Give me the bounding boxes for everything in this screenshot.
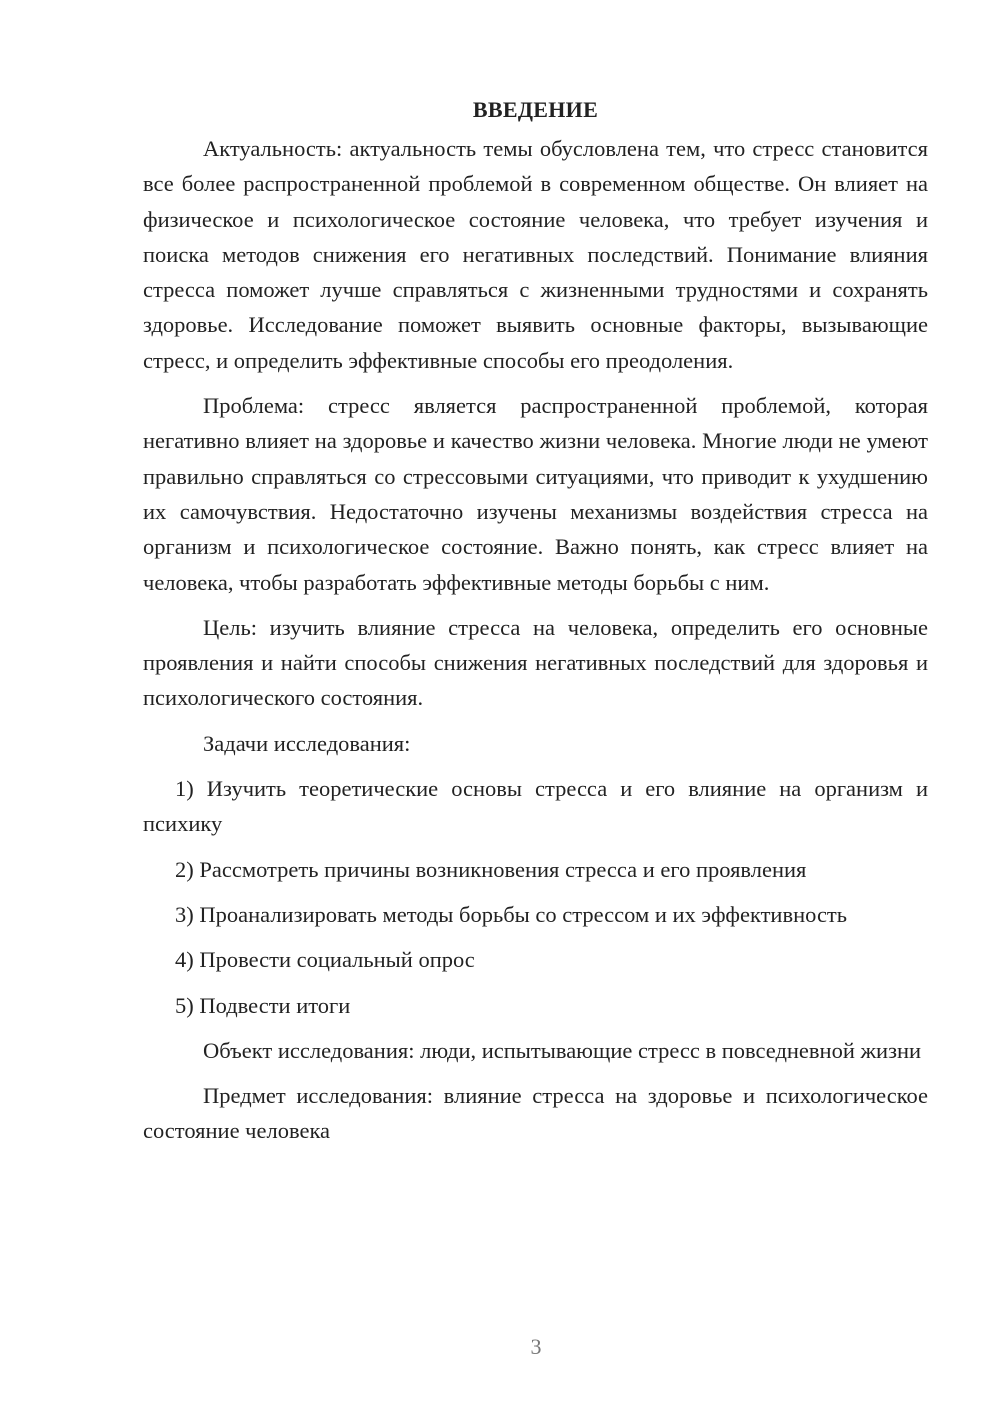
page-number: 3 (530, 1334, 542, 1359)
relevance-paragraph: Актуальность: актуальность темы обусловлена тем, что стресс становится все более распространенной проблемой в современном обществе. Он влияет на физическое и психологическое состояние человека, что требует изучения и поиска методов снижения его негативных последствий. Понимание влияния стресса поможет лучше справляться с жизненными трудностями и сохранять здоровье. Исследование поможет выявить основные факторы, вызывающие стресс, и определить эффективные способы его преодоления. (143, 136, 928, 373)
task-item: 2) Рассмотреть причины возникновения стресса и его проявления (175, 856, 807, 882)
tasks-title: Задачи исследования: (203, 730, 411, 756)
task-item: 1) Изучить теоретические основы стресса и его влияние на организм и психику (143, 776, 928, 837)
task-item: 4) Провести социальный опрос (175, 947, 475, 973)
task-item: 3) Проанализировать методы борьбы со стрессом и их эффективность (175, 901, 848, 927)
object-paragraph: Объект исследования: люди, испытывающие стресс в повседневной жизни (203, 1037, 922, 1063)
section-heading: ВВЕДЕНИЕ (472, 97, 599, 122)
subject-paragraph: Предмет исследования: влияние стресса на здоровье и психологическое состояние человека (143, 1083, 928, 1144)
page-content (143, 95, 928, 1159)
goal-paragraph: Цель: изучить влияние стресса на человека, определить его основные проявления и найти способы снижения негативных последствий для здоровья и психологического состояния. (143, 614, 928, 711)
tasks-list (143, 771, 928, 1023)
task-item: 5) Подвести итоги (175, 992, 351, 1018)
problem-paragraph: Проблема: стресс является распространенной проблемой, которая негативно влияет на здоровье и качество жизни человека. Многие люди не умеют правильно справляться со стрессовыми ситуациями, что приводит к ухудшению их самочувствия. Недостаточно изучены механизмы воздействия стресса на организм и психологическое состояние. Важно понять, как стресс влияет на человека, чтобы разработать эффективные методы борьбы с ним. (143, 393, 928, 595)
